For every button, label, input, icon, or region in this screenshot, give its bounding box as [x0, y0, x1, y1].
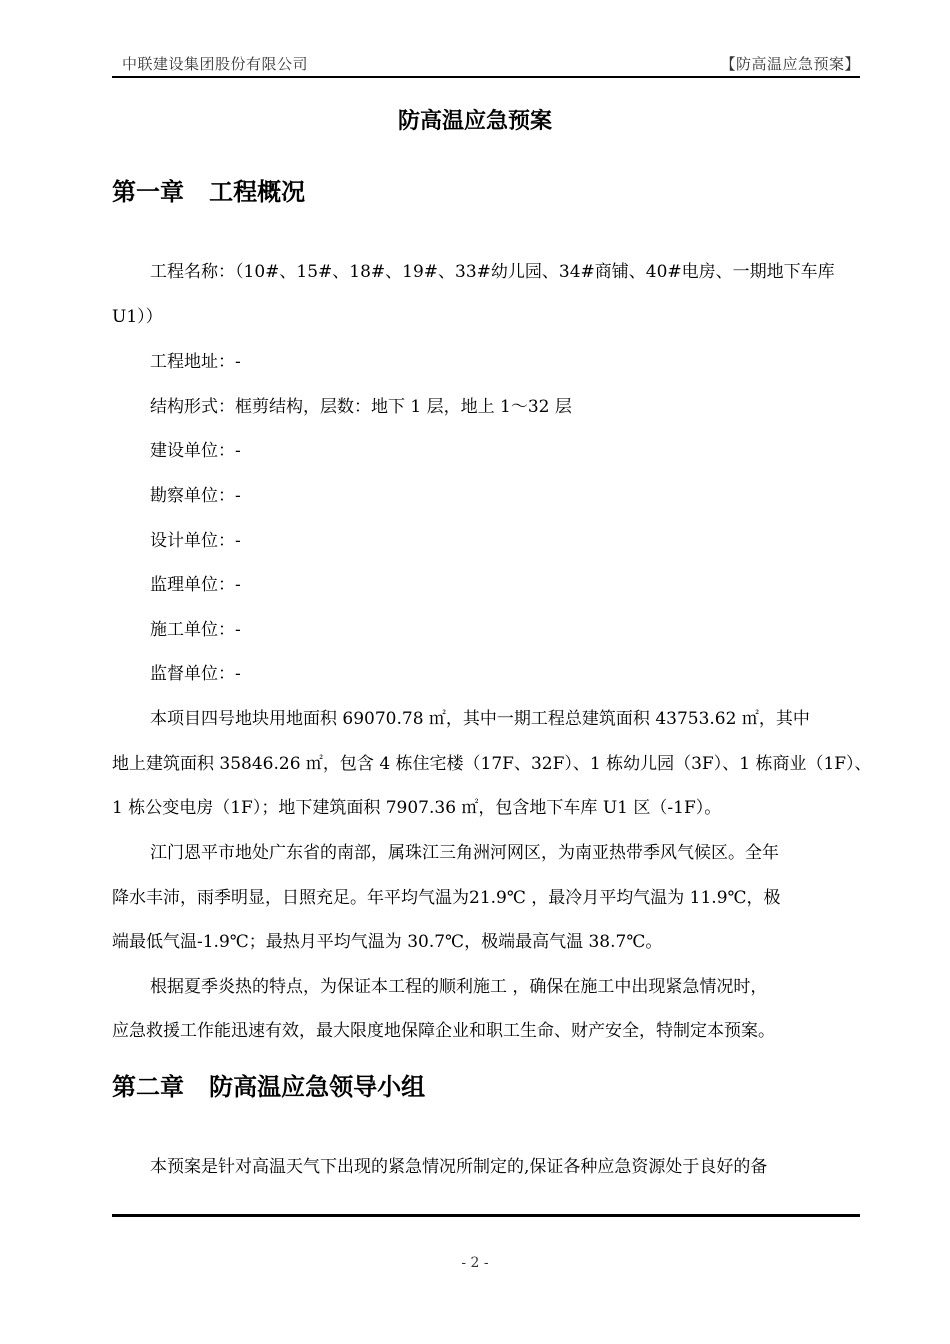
document-name: 【防高温应急预案】: [720, 55, 860, 73]
purpose-paragraph-line-2: 应急救援工作能迅速有效，最大限度地保障企业和职工生命、财产安全，特制定本预案。: [112, 1021, 775, 1041]
area-paragraph-line-2: 地上建筑面积 35846.26 ㎡，包含 4 栋住宅楼（17F、32F）、1 栋幼儿园（3F）、1 栋商业（1F）、: [112, 754, 872, 774]
chapter-1-heading: 第一章 工程概况: [112, 177, 306, 206]
survey-unit: 勘察单位：-: [150, 486, 241, 506]
chapter-2-paragraph-line-1: 本预案是针对高温天气下出现的紧急情况所制定的,保证各种应急资源处于良好的备: [150, 1157, 768, 1177]
structure-type: 结构形式：框剪结构，层数：地下 1 层，地上 1～32 层: [150, 397, 572, 417]
climate-paragraph-line-2: 降水丰沛，雨季明显，日照充足。年平均气温为21.9℃ ，最冷月平均气温为 11.9℃，极: [112, 888, 781, 908]
header-divider: [112, 76, 860, 78]
project-address: 工程地址：-: [150, 352, 241, 372]
construction-unit: 建设单位：-: [150, 441, 241, 461]
footer-divider: [112, 1214, 860, 1217]
design-unit: 设计单位：-: [150, 531, 241, 551]
area-paragraph-line-1: 本项目四号地块用地面积 69070.78 ㎡，其中一期工程总建筑面积 43753.62 ㎡，其中: [150, 709, 810, 729]
document-title: 防高温应急预案: [397, 108, 552, 134]
project-name-line: 工程名称：（10#、15#、18#、19#、33#幼儿园、34#商铺、40#电房、一期地下车库: [150, 262, 835, 282]
climate-paragraph-line-1: 江门恩平市地处广东省的南部，属珠江三角洲河网区，为南亚热带季风气候区。全年: [150, 843, 779, 863]
area-paragraph-line-3: 1 栋公变电房（1F）；地下建筑面积 7907.36 ㎡，包含地下车库 U1 区（-1F）。: [112, 798, 722, 818]
page-number: - 2 -: [461, 1255, 489, 1271]
chapter-2-heading: 第二章 防高温应急领导小组: [112, 1072, 426, 1101]
supervision-unit: 监理单位：-: [150, 575, 241, 595]
company-name: 中联建设集团股份有限公司: [122, 55, 309, 73]
contractor-unit: 施工单位：-: [150, 620, 241, 640]
purpose-paragraph-line-1: 根据夏季炎热的特点，为保证本工程的顺利施工 ，确保在施工中出现紧急情况时，: [150, 977, 768, 997]
climate-paragraph-line-3: 端最低气温-1.9℃；最热月平均气温为 30.7℃，极端最高气温 38.7℃。: [112, 932, 663, 952]
oversight-unit: 监督单位：-: [150, 664, 241, 684]
project-name-continued: U1））: [112, 307, 163, 327]
